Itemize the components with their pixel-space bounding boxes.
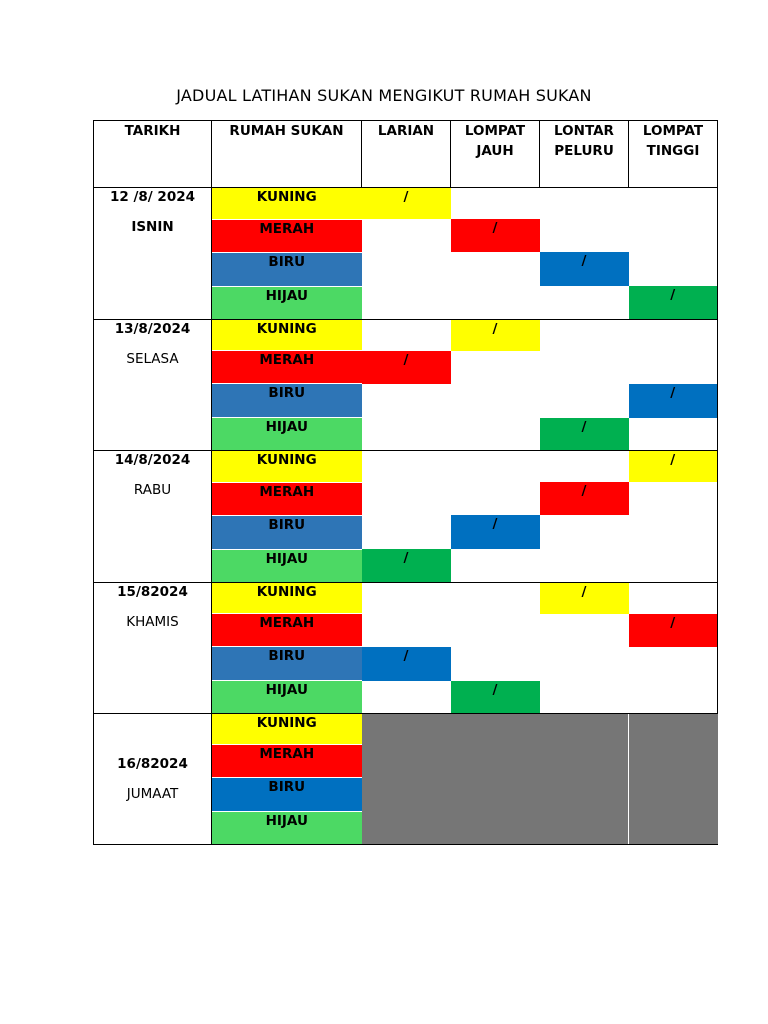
empty-cell <box>540 614 629 647</box>
house-cell-merah: MERAH <box>212 351 362 384</box>
house-cell-biru: BIRU <box>212 647 362 681</box>
empty-cell <box>629 319 718 351</box>
house-cell-biru: BIRU <box>212 515 362 549</box>
empty-cell <box>451 351 540 384</box>
activity-mark: / <box>362 351 451 384</box>
page-title: JADUAL LATIHAN SUKAN MENGIKUT RUMAH SUKAN <box>176 86 592 105</box>
activity-mark: / <box>451 219 540 252</box>
activity-mark: / <box>540 482 629 515</box>
empty-cell <box>540 351 629 384</box>
empty-cell <box>540 451 629 483</box>
header-rumah-sukan: RUMAH SUKAN <box>212 121 362 188</box>
date-cell <box>94 188 212 320</box>
house-cell-merah: MERAH <box>212 614 362 647</box>
empty-cell <box>451 582 540 614</box>
activity-mark: / <box>451 515 540 549</box>
empty-cell <box>540 219 629 252</box>
empty-cell <box>362 482 451 515</box>
house-cell-kuning: KUNING <box>212 319 362 351</box>
header-row <box>94 121 718 188</box>
activity-mark: / <box>540 582 629 614</box>
date-text: 16/82024 <box>117 756 188 772</box>
activity-mark: / <box>629 384 718 418</box>
house-cell-hijau: HIJAU <box>212 549 362 582</box>
activity-mark: / <box>451 319 540 351</box>
day-name: KHAMIS <box>126 613 179 630</box>
table-row <box>94 582 718 614</box>
blocked-area <box>629 714 718 845</box>
date-text: 12 /8/ 2024 <box>109 189 195 205</box>
empty-cell <box>451 549 540 582</box>
empty-cell <box>540 681 629 714</box>
house-cell-kuning: KUNING <box>212 582 362 614</box>
house-cell-hijau: HIJAU <box>212 418 362 451</box>
empty-cell <box>540 549 629 582</box>
house-cell-kuning: KUNING <box>212 188 362 220</box>
empty-cell <box>540 286 629 319</box>
house-cell-biru: BIRU <box>212 384 362 418</box>
house-cell-merah: MERAH <box>212 482 362 515</box>
empty-cell <box>362 319 451 351</box>
empty-cell <box>451 252 540 286</box>
empty-cell <box>629 252 718 286</box>
empty-cell <box>362 451 451 483</box>
header-lompat-tinggi: LOMPAT TINGGI <box>629 121 718 188</box>
empty-cell <box>451 188 540 220</box>
house-cell-kuning: KUNING <box>212 714 362 745</box>
empty-cell <box>629 188 718 220</box>
day-name: RABU <box>133 482 172 498</box>
blocked-area <box>362 714 629 845</box>
empty-cell <box>629 582 718 614</box>
empty-cell <box>362 418 451 451</box>
empty-cell <box>540 319 629 351</box>
table-row <box>94 188 718 220</box>
table-row <box>94 714 718 745</box>
house-cell-biru: BIRU <box>212 778 362 812</box>
header-lompat-jauh: LOMPAT JAUH <box>451 121 540 188</box>
house-cell-hijau: HIJAU <box>212 812 362 845</box>
table-row <box>94 319 718 351</box>
day-name: JUMAAT <box>126 786 179 802</box>
empty-cell <box>451 482 540 515</box>
empty-cell <box>451 286 540 319</box>
empty-cell <box>540 384 629 418</box>
empty-cell <box>362 286 451 319</box>
empty-cell <box>362 252 451 286</box>
empty-cell <box>540 647 629 681</box>
empty-cell <box>362 681 451 714</box>
activity-mark: / <box>629 451 718 483</box>
empty-cell <box>362 515 451 549</box>
activity-mark: / <box>540 252 629 286</box>
activity-mark: / <box>540 418 629 451</box>
empty-cell <box>629 515 718 549</box>
empty-cell <box>362 614 451 647</box>
day-name: SELASA <box>126 350 179 367</box>
empty-cell <box>629 647 718 681</box>
empty-cell <box>629 351 718 384</box>
date-text: 14/8/2024 <box>114 452 191 468</box>
activity-mark: / <box>629 286 718 319</box>
date-cell <box>94 714 212 845</box>
activity-mark: / <box>629 614 718 647</box>
house-cell-kuning: KUNING <box>212 451 362 483</box>
empty-cell <box>362 384 451 418</box>
house-cell-hijau: HIJAU <box>212 681 362 714</box>
empty-cell <box>451 614 540 647</box>
empty-cell <box>451 384 540 418</box>
schedule-table <box>93 120 718 845</box>
empty-cell <box>362 582 451 614</box>
table-row <box>94 451 718 483</box>
header-larian: LARIAN <box>362 121 451 188</box>
empty-cell <box>629 219 718 252</box>
date-text: 15/82024 <box>117 583 188 600</box>
house-cell-hijau: HIJAU <box>212 286 362 319</box>
empty-cell <box>629 681 718 714</box>
activity-mark: / <box>362 647 451 681</box>
empty-cell <box>451 451 540 483</box>
date-cell <box>94 319 212 451</box>
empty-cell <box>540 515 629 549</box>
activity-mark: / <box>362 549 451 582</box>
empty-cell <box>362 219 451 252</box>
date-cell <box>94 582 212 714</box>
empty-cell <box>629 482 718 515</box>
activity-mark: / <box>451 681 540 714</box>
empty-cell <box>451 647 540 681</box>
empty-cell <box>540 188 629 220</box>
activity-mark: / <box>362 188 451 220</box>
empty-cell <box>629 418 718 451</box>
house-cell-biru: BIRU <box>212 252 362 286</box>
empty-cell <box>629 549 718 582</box>
date-text: 13/8/2024 <box>114 320 191 337</box>
house-cell-merah: MERAH <box>212 745 362 778</box>
date-cell <box>94 451 212 583</box>
header-tarikh: TARIKH <box>94 121 212 188</box>
house-cell-merah: MERAH <box>212 219 362 252</box>
empty-cell <box>451 418 540 451</box>
header-lontar-peluru: LONTAR PELURU <box>540 121 629 188</box>
day-name: ISNIN <box>131 219 174 235</box>
